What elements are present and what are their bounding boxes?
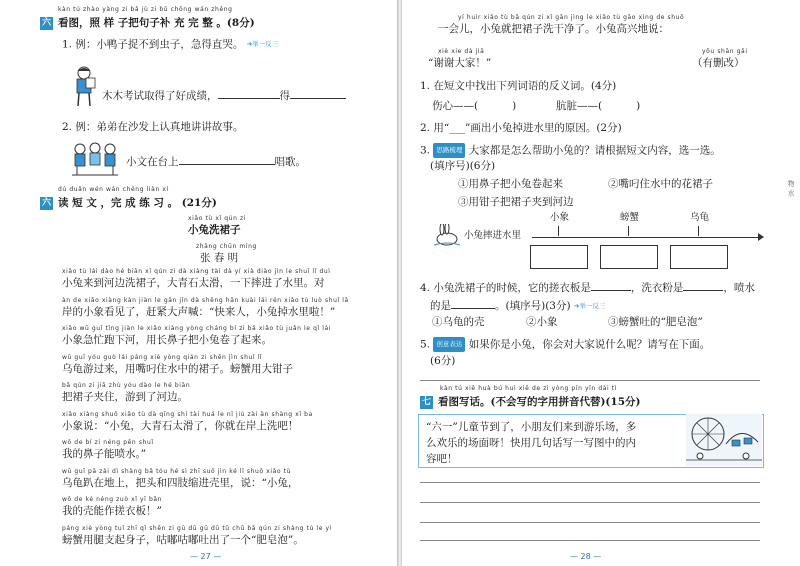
q1-fill-sentence: 木木考试取得了好成绩， 得 (102, 88, 346, 103)
q3-answer-box-turtle[interactable] (670, 245, 728, 269)
writing-line-2[interactable] (420, 502, 760, 503)
q4-option-1: ①乌龟的壳 (432, 316, 485, 328)
story-text-line: 我的鼻子能喷水。” (62, 448, 147, 460)
story-pinyin-line: páng xiè yòng tuǐ zhī qǐ shēn zi gū dū gū dū tǔ chū bǎ qún zi shàng tú le yì (62, 524, 332, 532)
story-text-line: 小兔来到河边洗裙子，大青石太滑，一下摔进了水里。对 (62, 277, 325, 289)
section-reading-badge: 六 (41, 198, 51, 208)
q3-option-3: ③用钳子把裙子夹到河边 (458, 196, 574, 208)
rabbit-icon (432, 224, 462, 246)
q3-col-crab: 螃蟹 (620, 212, 640, 223)
source-note: （有删改） (692, 57, 745, 69)
side-margin-text: 物 水 (787, 180, 795, 197)
sec6-pinyin: kàn tú zhào yàng zi bǎ jù zi bǔ chōng wán zhěng (58, 6, 233, 13)
q2-reason: 2. 用“___”画出小兔掉进水里的原因。(2分) (420, 122, 622, 134)
sec7-title: 读 短 文 ，完 成 练 习 。 (21分) (58, 197, 217, 209)
q4-line-2: 的是 。(填序号)(3分) ➔举一反三 (430, 300, 606, 312)
sec8-title: 看图写话。(不会写的字用拼音代替)(15分) (438, 396, 641, 408)
q3-col-turtle: 乌龟 (690, 212, 710, 223)
q3-prompt-2: (填序号)(6分) (430, 160, 496, 172)
q1-example: 1. 例：小鸭子捉不到虫子，急得直哭。 ➔举一反三 (62, 38, 279, 51)
amusement-park-image (686, 414, 762, 466)
q4-line-1: 4. 小兔洗裙子的时候，它的搓衣板是 ，洗衣粉是 ，喷水 (420, 282, 755, 294)
q2-fill-sentence: 小文在台上 唱歌。 (126, 156, 306, 168)
story-text-line: 乌龟游过来，用嘴叼住水中的裙子。螃蟹用大钳子 (62, 362, 293, 375)
cont-pinyin-2: xiè xie dà jiā (438, 48, 485, 55)
story-pinyin-line: xiǎo tù lái dào hé biān xǐ qún zi dà xiàng tài dà yí xià diào jìn le shuǐ lǐ duì (62, 268, 331, 275)
q1-blank-1[interactable] (218, 88, 280, 99)
q1-tag: ➔举一反三 (246, 40, 279, 48)
story-title-pinyin: xiǎo tù xǐ qún zi (188, 215, 246, 222)
story-pinyin-line: wǒ de ké néng zuò xǐ yī bǎn (62, 496, 163, 503)
q2-example: 2. 例：弟弟在沙发上认真地讲讲故事。 (62, 121, 244, 133)
author: 张 春 明 (200, 252, 239, 264)
sec6-title: 看图，照 样 子把句子补 充 完 整 。(8分) (58, 17, 255, 29)
story-pinyin-line: àn de xiǎo xiàng kàn jiàn le gǎn jǐn dà shēng hǎn kuài lái rén xiǎo tù luò shuǐ lā (62, 296, 349, 304)
q5-prompt: 5. 创意表达 如果你是小兔，你会对大家说什么呢？请写在下面。 (420, 338, 711, 351)
q4-blank-3[interactable] (451, 298, 495, 309)
q5-tag: 创意表达 (433, 337, 465, 352)
q3-tag: 思路梳理 (433, 143, 465, 158)
story-pinyin-line: wǒ de bí zi néng pēn shuǐ (62, 439, 154, 446)
story-pinyin-line: xiǎo xiàng shuō xiǎo tù dà qīng shí tài huá le nǐ jiù zài àn shàng xǐ ba (62, 410, 313, 418)
q3-pointer-2 (628, 226, 629, 236)
section-seven-badge: 七 (421, 397, 431, 407)
story-pinyin-line: xiǎo wū guī tīng jiàn le xiǎo xiàng yòng cháng bí zi bǎ xiǎo tù juǎn le qǐ lái (62, 325, 332, 332)
q4-option-3: ③螃蟹吐的“肥皂泡” (608, 316, 703, 328)
story-title: 小兔洗裙子 (188, 224, 241, 236)
sec8-line-2: 么欢乐的场面呀！快用几句话写一写图中的内 (426, 437, 636, 449)
sec8-line-1: “六一”儿童节到了，小朋友们来到游乐场，多 (426, 421, 637, 433)
page-number-left: — 27 — (190, 552, 222, 561)
q3-answer-box-elephant[interactable] (530, 245, 588, 269)
q3-option-2: ②嘴叼住水中的花裙子 (608, 178, 713, 190)
story-text-line: 小象急忙跑下河，用长鼻子把小兔卷了起来。 (62, 334, 272, 346)
writing-line-3[interactable] (420, 522, 760, 523)
q5-score: (6分) (430, 355, 456, 367)
q4-option-2: ②小象 (526, 316, 558, 328)
sec8-pinyin: kàn tú xiě huà bú huì xiě de zì yòng pīn yīn dài tì (440, 385, 618, 392)
q1-antonyms: 1. 在短文中找出下列词语的反义词。(4分) (420, 80, 617, 92)
left-page (0, 0, 398, 566)
q5-writing-line[interactable] (420, 380, 760, 381)
q3-col-elephant: 小象 (550, 212, 570, 223)
q4-blank-1[interactable] (591, 280, 631, 291)
story-text-line: 小象说：“小兔，大青石太滑了，你就在岸上洗吧！ (62, 419, 299, 432)
q3-flow-arrowhead (758, 233, 764, 241)
writing-line-4[interactable] (420, 540, 760, 541)
page-number-right: — 28 — (570, 552, 602, 561)
q3-pointer-3 (698, 226, 699, 236)
q3-rabbit-label: 小兔摔进水里 (464, 230, 522, 241)
q1-blank-2[interactable] (290, 88, 346, 99)
q3-option-1: ①用鼻子把小兔卷起来 (458, 178, 563, 190)
q3-prompt: 3. 思路梳理 大家都是怎么帮助小兔的？请根据短文内容，选一选。 (420, 144, 721, 157)
story-pinyin-line: wū guī pā zài dì shàng bǎ tóu hé sì zhī suō jìn ké lǐ shuō xiǎo tù (62, 467, 292, 475)
q1-pair-a: 伤心——( ) (432, 100, 517, 112)
cont-line-2: “谢谢大家！” (428, 57, 492, 69)
story-text-line: 岸的小象看见了，赶紧大声喊：“快来人，小兔掉水里啦！” (62, 305, 336, 318)
author-pinyin: zhāng chūn míng (196, 243, 257, 250)
story-text-line: 把裙子夹住，游到了河边。 (62, 391, 188, 403)
source-pinyin: yǒu shān gǎi (702, 48, 748, 55)
story-pinyin-line: wū guī yóu guò lái páng xiè yòng qián zi shēn jìn shuǐ lǐ (62, 353, 263, 361)
story-text-line: 螃蟹用腿支起身子，咕嘟咕嘟吐出了一个“肥皂泡”。 (62, 533, 304, 546)
q2-blank[interactable] (179, 154, 275, 165)
q4-blank-2[interactable] (683, 280, 723, 291)
writing-line-1[interactable] (420, 482, 760, 483)
children-singing-image (70, 141, 120, 181)
q3-flow-line (532, 237, 762, 238)
sec7-pinyin: dú duǎn wén wán chéng liàn xí (58, 186, 169, 193)
cont-line-1: 一会儿，小兔就把裙子洗干净了。小兔高兴地说： (438, 23, 669, 35)
q4-tag: ➔举一反三 (573, 301, 606, 310)
q3-answer-box-crab[interactable] (600, 245, 658, 269)
q1-pair-b: 肮脏——( ) (556, 100, 641, 112)
sec8-line-3: 容吧！ (426, 453, 458, 465)
q3-pointer-1 (558, 226, 559, 236)
right-page (402, 0, 800, 566)
cont-pinyin-1: yí huìr xiǎo tù bǎ qún zi xǐ gān jìng le xiǎo tù gāo xìng de shuō (458, 14, 685, 21)
story-pinyin-line: bǎ qún zi jiā zhù yóu dào le hé biān (62, 382, 191, 389)
story-text-line: 乌龟趴在地上，把头和四肢缩进壳里，说：“小兔， (62, 476, 299, 489)
section-six-badge: 六 (41, 18, 51, 28)
story-text-line: 我的壳能作搓衣板！” (62, 505, 162, 517)
boy-holding-paper-image (70, 66, 98, 108)
